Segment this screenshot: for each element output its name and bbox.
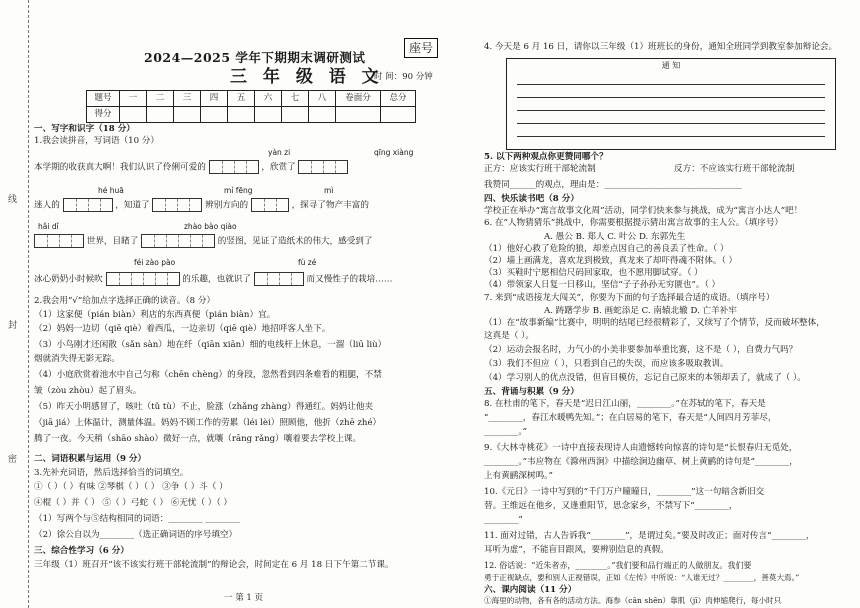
question-line: 耳听为虚”，不能盲目跟风，要辨别信息的真假。 (484, 545, 669, 555)
score-cell[interactable] (381, 107, 416, 123)
question-item: （1）写两个与⑤结构相同的词语：________ ________ (34, 514, 240, 524)
option-list: A. 踌躇学步 B. 画蛇添足 C. 南辕北辙 D. 亡羊补牢 (544, 306, 737, 316)
score-header: 一 (120, 91, 147, 107)
score-cell[interactable] (120, 107, 147, 123)
question-item: （3）我们不但应（ ），只看到自己的失误，而应该多吸取教训。 (484, 359, 729, 369)
score-header: 三 (174, 91, 201, 107)
score-cell[interactable] (147, 107, 174, 123)
question-line: ________。” (484, 427, 528, 437)
score-cell[interactable] (336, 107, 381, 123)
sentence-text: ，知道了 (115, 200, 150, 211)
score-cell[interactable] (309, 107, 336, 123)
score-header: 六 (255, 91, 282, 107)
subject-title: 三 年 级 语 文 (230, 67, 384, 87)
sentence-text: 的竖图，见证了造纸术的伟大，感受到了 (217, 236, 373, 247)
binding-label: 封 (8, 321, 18, 331)
section-heading: 五、背诵与积累（9 分） (484, 387, 579, 397)
sentence-text: ，欣赏了 (261, 162, 296, 173)
binding-label: 密 (8, 455, 18, 465)
seat-number-box: 座号 (404, 38, 438, 58)
sentence-text: 而又慢性子的栽培…… (306, 274, 393, 285)
score-header: 卷面分 (336, 91, 381, 107)
sentence-text: 世界，目睹了 (86, 236, 139, 247)
pinyin: qīng xiàng (374, 148, 414, 157)
score-cell[interactable] (282, 107, 309, 123)
question-line: 上有黄鹂深树鸣。” (484, 471, 553, 481)
answer-line[interactable] (517, 111, 825, 124)
intro-text: 学校正在举办“寓言故事文化周”活动，同学们快来参与挑战，成为“寓言小达人”吧！ (484, 206, 803, 216)
question-item: 这真是（ ）。 (484, 331, 534, 341)
question: 5. 以下两种观点你更赞同哪个？ (484, 152, 608, 162)
score-header: 五 (228, 91, 255, 107)
page-footer: 一 第 1 页 (224, 592, 264, 603)
exam-title: 2024—2025 学年下期期末调研测试 (144, 50, 366, 65)
question-item: （3）买鞋时宁愿相信尺码回家取，也不愿用脚试穿。（ ） (484, 268, 703, 278)
question-item: （2）墙上画满龙，喜欢龙到极致，真龙来了却吓得魂不附体。（ ） (484, 256, 738, 266)
question: 8. 在杜甫的笔下，春天是“迟日江山丽，________。”在苏轼的笔下，春天是 (484, 399, 766, 409)
sentence-text: 辨别方向的 (205, 200, 249, 211)
question: 2.我会用“√”给加点字选择正确的读音。（8 分） (34, 296, 216, 306)
score-header: 总分 (381, 91, 416, 107)
question: 12. 俗话说：“近朱者赤，________。”我们要和品行端正的人做朋友。我们要 (484, 561, 752, 570)
right-column (484, 0, 846, 608)
question: 11. 面对过错，古人告诉我“________”，是谓过矣。”要及时改正；面对传言“________， (484, 531, 815, 541)
writing-grid[interactable] (251, 198, 289, 212)
question-item: ①（ ）（ ）有味 ②琴棋（ ）（ ） ③争（ ）斗（ ） (34, 482, 228, 492)
section-heading: 六、课内阅读（11 分） (484, 585, 577, 595)
writing-grid[interactable] (209, 160, 259, 174)
option-text: 反方：不应该实行班干部轮流制 (674, 164, 795, 174)
question-item: （3）小鸟刚才还闲散（sǎn sàn）地在纤（qiān xiān）细的电线杆上休息，一溜（liū liù） (34, 340, 387, 350)
pinyin: féi zào pào (134, 258, 176, 267)
question: 1.我会读拼音，写词语（10 分） (34, 136, 159, 146)
notice-title: 通 知 (661, 61, 681, 70)
score-cell[interactable] (174, 107, 201, 123)
reading-passage: ①海里的动物，各有各的活动方法。海参（cān shēn）靠肌（jī）肉伸缩爬行，每小时只 (484, 596, 782, 605)
question-item: （4）带领家人日复一日移山，坚信“子子孙孙无穷匮也”。（ ） (484, 280, 721, 290)
question-line: 勇于正视缺点，要和别人正视错误，正如《左传》中所说：“人谁无过？________，善莫大焉。” (484, 573, 800, 582)
pinyin: zhào bào qiào (184, 222, 237, 231)
answer-line[interactable] (517, 85, 825, 98)
question: 9.《大林寺桃花》一诗中直接表现诗人由遗憾转向惊喜的诗句是“长恨春归无觅处， (484, 443, 798, 453)
score-row-label: 得分 (87, 107, 120, 123)
score-header: 四 (201, 91, 228, 107)
question-item: （2）徐公自以为________（选正确词语的序号填空） (34, 530, 238, 540)
question-item: （1）在“故事新编”比赛中，明明的结尾已经很精彩了，又续写了个情节，反而破坏整体， (484, 318, 825, 328)
question-item: （5）昨天小明感冒了，咳吐（tǔ tù）不止，脸涨（zhǎng zhàng）得通红。妈妈让他夹 (34, 402, 374, 412)
score-table (86, 90, 416, 123)
question-item: 腾了一夜。今天稍（shāo shào）微好一点，就嚷（rāng rǎng）嚷着要去学校上课。 (34, 434, 362, 444)
question-item: （4）学习别人的优点没错，但盲目模仿，忘记自己原来的本领却丢了，就成了（ ）。 (484, 373, 806, 383)
notice-box[interactable] (506, 58, 836, 150)
question-item: （jiā jiá）上体温计，测量体温。妈妈不顾工作的劳累（léi lèi）照顾他，他折（zhē zhé） (34, 418, 382, 428)
question-item: （2）运动会报名时，力气小的小美非要参加举重比赛，这不是（ ），自费力气吗？ (484, 345, 798, 355)
question-item: （1）他好心救了危险的狼，却差点因自己的善良丢了性命。（ ） (484, 244, 729, 254)
sentence-text: ，探寻了物产丰富的 (291, 200, 369, 211)
sentence-text: 迷人的 (34, 200, 60, 211)
sentence-text: 本学期的收获真大啊！我们认识了伶俐可爱的 (34, 162, 206, 173)
score-header: 八 (309, 91, 336, 107)
question-item: （2）妈妈一边切（qiē qiè）着西瓜，一边亲切（qiē qiè）地招呼客人坐下。 (34, 324, 331, 334)
pinyin: mí fēng (224, 186, 253, 195)
option-list: A. 愚公 B. 郑人 C. 叶公 D. 东郭先生 (544, 232, 686, 242)
answer-line[interactable] (517, 72, 825, 85)
writing-grid[interactable] (152, 198, 202, 212)
option-text: 正方：应该实行班干部轮流制 (484, 164, 596, 174)
binding-label: 线 (8, 195, 18, 205)
writing-grid[interactable] (298, 160, 348, 174)
answer-line[interactable] (517, 98, 825, 111)
question-item: 烟就消失得无影无踪。 (34, 354, 120, 364)
pinyin: fù zé (298, 258, 317, 267)
writing-grid[interactable] (63, 198, 113, 212)
question-line: ________” (484, 515, 523, 525)
question: 10.《元日》一诗中写到的“千门万户曈曈日，________”这一句暗含新旧交 (484, 487, 765, 497)
question: 3.先补充词语，然后选择恰当的词填空。 (34, 468, 189, 478)
binding-margin (0, 0, 29, 608)
section-heading: 三、综合性学习（6 分） (34, 546, 129, 556)
question-item: （1）这家便（pián biàn）利店的东西真便（pián biàn）宜。 (34, 310, 276, 320)
writing-grid[interactable] (34, 234, 84, 248)
question: 7. 来到“成语接龙大闯关”，你要为下面的句子选择最合适的成语。（填序号） (484, 293, 775, 303)
score-cell[interactable] (228, 107, 255, 123)
score-cell[interactable] (201, 107, 228, 123)
question: 4. 今天是 6 月 16 日，请你以三年级（1）班班长的身份，通知全班同学到教室参加辩论会。 (484, 42, 838, 52)
section-heading: 一、写字和识字（18 分） (34, 124, 135, 134)
question-line: “________，春江水暖鸭先知。”；在白居易的笔下，春天是“人间四月芳菲尽， (484, 413, 777, 423)
question-line: 替。王维远在他乡，又逢重阳节，思念家乡，不禁写下“________， (484, 501, 738, 511)
sentence-text: 的乐趣，也就识了 (182, 274, 251, 285)
score-cell[interactable] (255, 107, 282, 123)
section-heading: 二、词语积累与运用（9 分） (34, 454, 147, 464)
question-item: 我赞同______的观点，理由是：________________________________ (484, 180, 742, 190)
score-header: 题号 (87, 91, 120, 107)
time-limit: 时 间：90 分钟 (374, 72, 433, 82)
pinyin: yàn zi (268, 148, 291, 157)
pinyin: mì (324, 186, 334, 195)
question-line: ________。”韦应物在《滁州西涧》中描绘涧边幽草、树上黄鹂的诗句是“________， (484, 457, 798, 467)
score-header: 七 (282, 91, 309, 107)
question: 6. 在“人物猜猜乐”挑战中，你需要根据提示猜出寓言故事的主人公。（填序号） (484, 218, 784, 228)
writing-grid[interactable] (106, 272, 180, 286)
pinyin: hé huā (98, 186, 124, 195)
writing-grid[interactable] (254, 272, 304, 286)
answer-line[interactable] (517, 124, 825, 137)
question-item: （4）小庭欣赏着池水中自己匀称（chēn chèng）的身段，忽然看到四条难看的粗腿，不禁 (34, 370, 382, 380)
section-heading: 四、快乐读书吧（8 分） (484, 194, 579, 204)
pinyin: hǎi dǐ (38, 222, 59, 231)
question-item: 皱（zòu zhòu）起了眉头。 (34, 386, 142, 396)
writing-grid[interactable] (141, 234, 215, 248)
question-item: ④棍（ ）并（ ） ⑤（ ）弓蛇（ ） ⑥无忧（ ）（ ） (34, 498, 233, 508)
left-column (34, 0, 444, 608)
sentence-text: 冰心奶奶小时候吹 (34, 274, 103, 285)
score-header: 二 (147, 91, 174, 107)
question: 三年级（1）班召开“该不该实行班干部轮流制”的辩论会，时间定在 6 月 18 日下午第二节课。 (34, 560, 394, 570)
